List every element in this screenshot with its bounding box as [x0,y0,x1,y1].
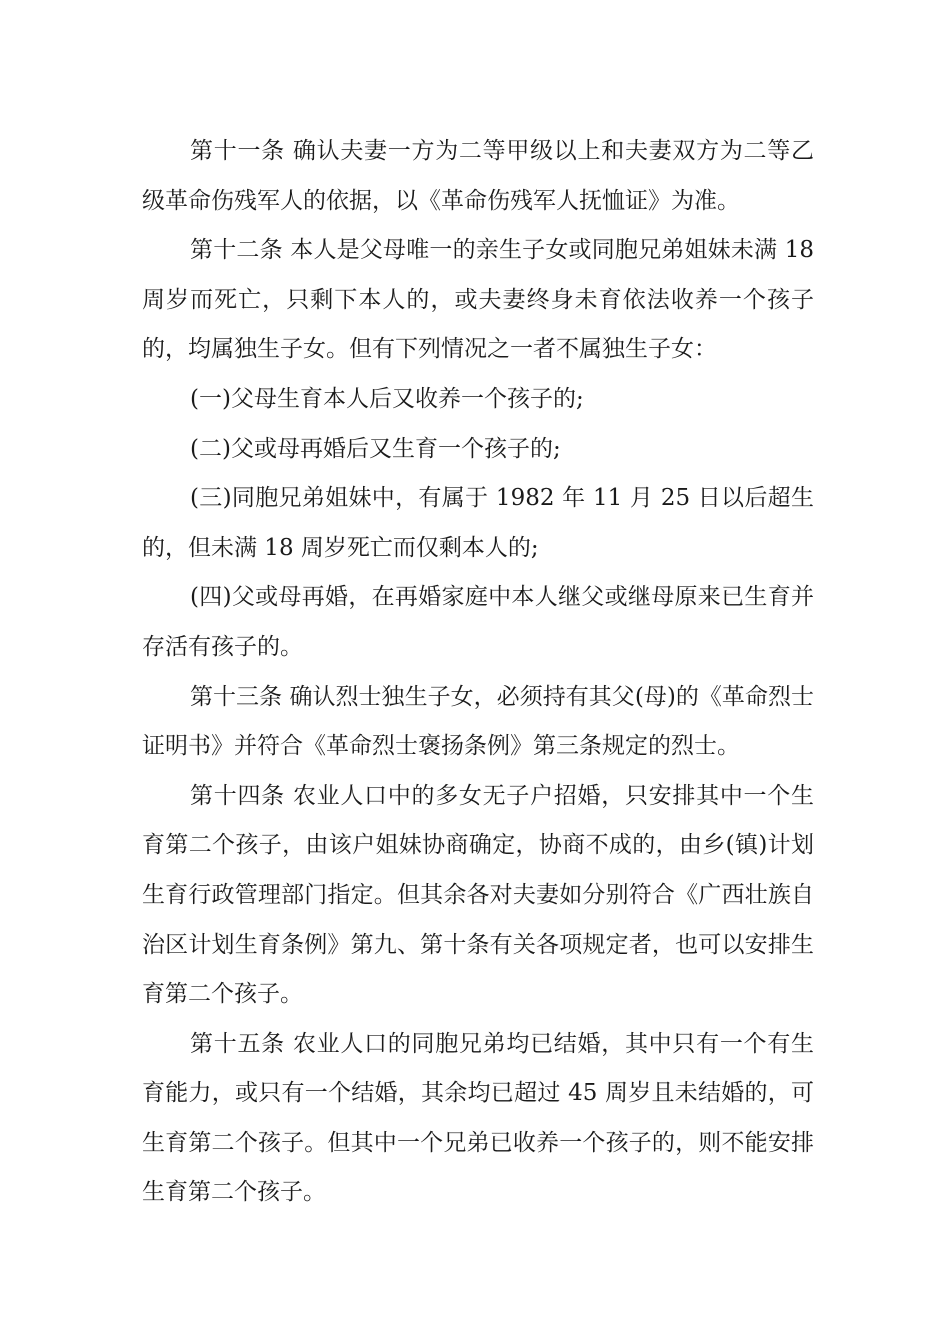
article-14-paragraph: 第十四条 农业人口中的多女无子户招婚，只安排其中一个生育第二个孩子，由该户姐妹协商确定，协商不成的，由乡(镇)计划生育行政管理部门指定。但其余各对夫妻如分别符合《广西壮族自治区计划生育条例》第九、第十条有关各项规定者，也可以安排生育第二个孩子。 [142,782,814,1008]
document-body [142,127,814,1218]
article-12-item-4: (四)父或母再婚，在再婚家庭中本人继父或继母原来已生育并存活有孩子的。 [142,584,814,660]
article-12-item-3: (三)同胞兄弟姐妹中，有属于 1982 年 11 月 25 日以后超生的，但未满 18 周岁死亡而仅剩本人的; [142,485,814,561]
article-13-paragraph: 第十三条 确认烈士独生子女，必须持有其父(母)的《革命烈士证明书》并符合《革命烈士褒扬条例》第三条规定的烈士。 [142,683,814,760]
article-12-item-2: (二)父或母再婚后又生育一个孩子的; [190,435,561,462]
article-15-paragraph: 第十五条 农业人口的同胞兄弟均已结婚，其中只有一个有生育能力，或只有一个结婚，其余均已超过 45 周岁且未结婚的，可生育第二个孩子。但其中一个兄弟已收养一个孩子的，则不能安排生育第二个孩子。 [142,1030,814,1206]
article-12-paragraph: 第十二条 本人是父母唯一的亲生子女或同胞兄弟姐妹未满 18 周岁而死亡，只剩下本人的，或夫妻终身未育依法收养一个孩子的，均属独生子女。但有下列情况之一者不属独生子女： [142,237,814,363]
article-12-item-1: (一)父母生育本人后又收养一个孩子的; [190,385,584,412]
article-11-paragraph: 第十一条 确认夫妻一方为二等甲级以上和夫妻双方为二等乙级革命伤残军人的依据，以《革命伤残军人抚恤证》为准。 [142,138,814,214]
